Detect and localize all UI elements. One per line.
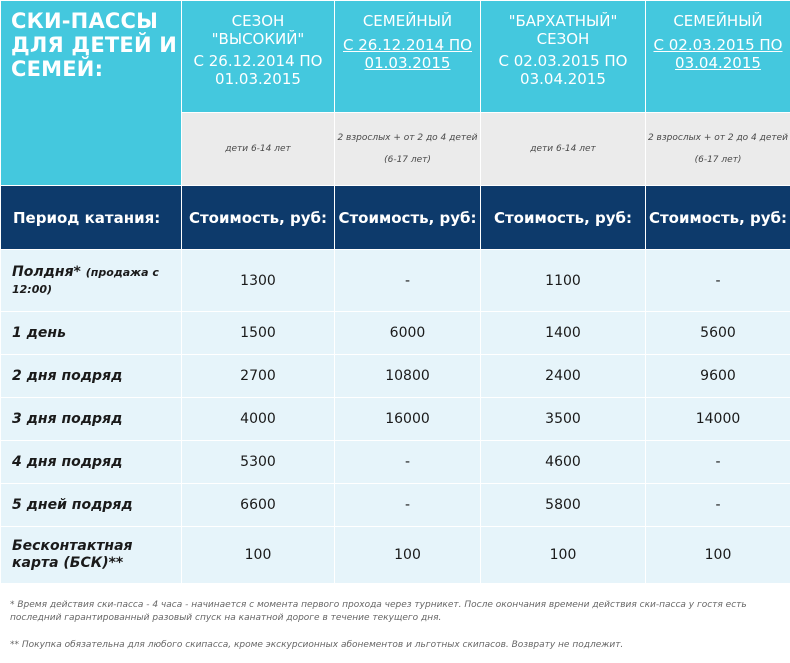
family-note: 2 взрослых + от 2 до 4 детей (6-17 лет) — [335, 113, 481, 186]
price-cell: 10800 — [335, 355, 481, 398]
table-row — [1, 441, 790, 484]
season-family-2-header: СЕМЕЙНЫЙ С 02.03.2015 ПО 03.04.2015 — [646, 1, 790, 113]
table-row — [1, 527, 790, 584]
table-row — [1, 312, 790, 355]
price-cell: 100 — [335, 527, 481, 584]
age-note: дети 6-14 лет — [182, 113, 335, 186]
table-row — [1, 250, 790, 312]
price-cell: 1500 — [182, 312, 335, 355]
period-column-header: Период катания: — [1, 186, 182, 250]
cost-column-header: Стоимость, руб: — [646, 186, 790, 250]
price-cell: 4000 — [182, 398, 335, 441]
price-cell: - — [335, 441, 481, 484]
price-cell: - — [646, 441, 790, 484]
page-title: СКИ-ПАССЫ ДЛЯ ДЕТЕЙ И СЕМЕЙ: — [1, 1, 182, 186]
row-label: 5 дней подряд — [1, 484, 182, 527]
price-cell: - — [646, 484, 790, 527]
price-cell: 9600 — [646, 355, 790, 398]
table-row — [1, 398, 790, 441]
price-cell: 5600 — [646, 312, 790, 355]
cost-column-header: Стоимость, руб: — [182, 186, 335, 250]
price-cell: 2400 — [481, 355, 646, 398]
price-cell: 14000 — [646, 398, 790, 441]
cost-column-header: Стоимость, руб: — [335, 186, 481, 250]
season-velvet-header: "БАРХАТНЫЙ" СЕЗОН С 02.03.2015 ПО 03.04.2015 — [481, 1, 646, 113]
price-cell: 5300 — [182, 441, 335, 484]
row-label: 3 дня подряд — [1, 398, 182, 441]
season-dates: С 26.12.2014 ПО 01.03.2015 — [343, 36, 472, 72]
row-sublabel: (продажа с 12:00) — [12, 265, 159, 296]
season-dates: С 02.03.2015 ПО 03.04.2015 — [498, 52, 628, 88]
row-label: 2 дня подряд — [1, 355, 182, 398]
season-dates: С 02.03.2015 ПО 03.04.2015 — [653, 36, 783, 72]
cost-column-header: Стоимость, руб: — [481, 186, 646, 250]
season-high-header: СЕЗОН "ВЫСОКИЙ" С 26.12.2014 ПО 01.03.2015 — [182, 1, 335, 113]
price-cell: - — [335, 250, 481, 312]
price-cell: 1300 — [182, 250, 335, 312]
price-cell: 6600 — [182, 484, 335, 527]
season-family-1-header: СЕМЕЙНЫЙ С 26.12.2014 ПО 01.03.2015 — [335, 1, 481, 113]
row-label: Полдня* (продажа с 12:00) — [1, 250, 182, 312]
price-cell: 16000 — [335, 398, 481, 441]
price-cell: 5800 — [481, 484, 646, 527]
season-dates: С 26.12.2014 ПО 01.03.2015 — [193, 52, 323, 88]
footnote-contactless-card: ** Покупка обязательна для любого скипасса, кроме экскурсионных абонементов и льготных скипасов. Возврату не подлежит. — [10, 640, 624, 650]
price-cell: 1400 — [481, 312, 646, 355]
price-cell: 6000 — [335, 312, 481, 355]
price-cell: 1100 — [481, 250, 646, 312]
row-label: 4 дня подряд — [1, 441, 182, 484]
column-header-row — [1, 186, 790, 250]
family-note: 2 взрослых + от 2 до 4 детей (6-17 лет) — [646, 113, 790, 186]
season-header-row — [1, 1, 790, 113]
price-cell: - — [335, 484, 481, 527]
price-cell: 100 — [182, 527, 335, 584]
price-cell: 3500 — [481, 398, 646, 441]
price-cell: 100 — [481, 527, 646, 584]
table-row — [1, 355, 790, 398]
footnote-half-day: * Время действия ски-пасса - 4 часа - начинается с момента первого прохода через турникет. После окончания времени действия ски-пасса у гостя есть последний гарантированный разовый спуск на канатной дороге в течение текущего дня. — [10, 600, 747, 623]
price-cell: 4600 — [481, 441, 646, 484]
row-label: Бесконтактная карта (БСК)** — [1, 527, 182, 584]
price-cell: 2700 — [182, 355, 335, 398]
price-cell: 100 — [646, 527, 790, 584]
age-note: дети 6-14 лет — [481, 113, 646, 186]
table-row — [1, 484, 790, 527]
row-label: 1 день — [1, 312, 182, 355]
price-cell: - — [646, 250, 790, 312]
